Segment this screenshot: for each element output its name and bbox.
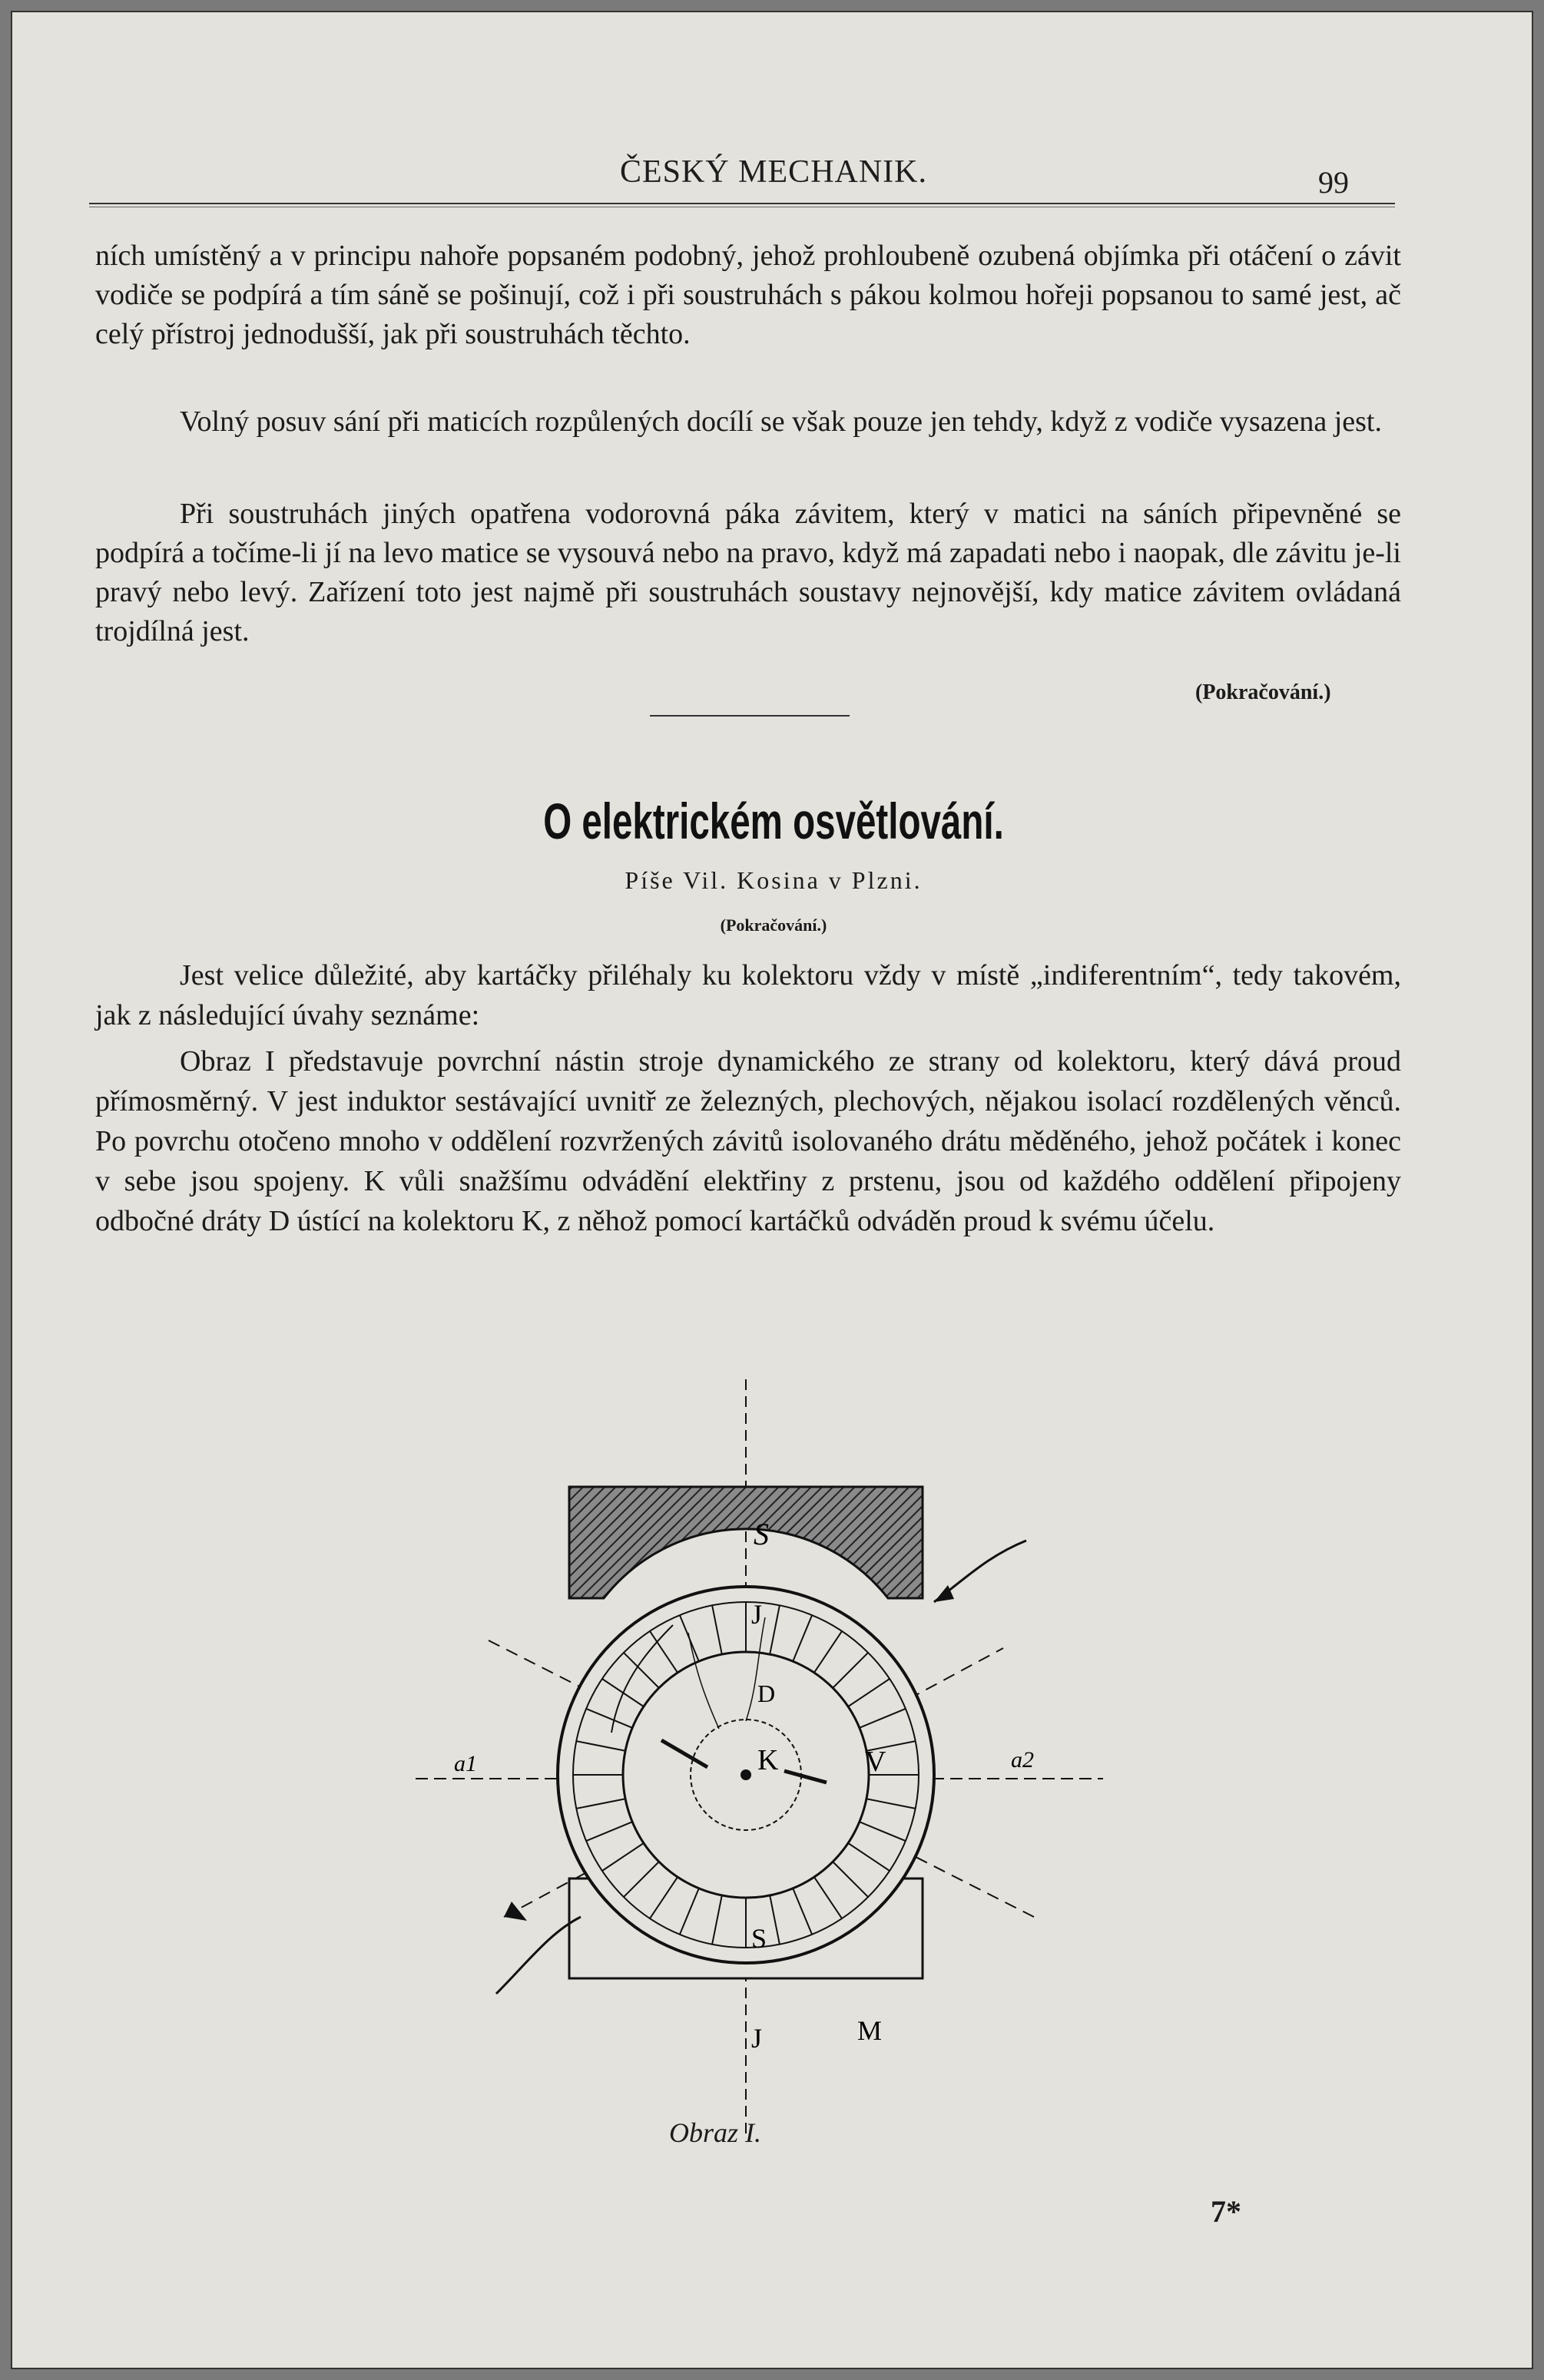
label-a1: a1 <box>454 1751 477 1776</box>
magnet-pole-north <box>569 1487 923 1598</box>
signature-mark: 7* <box>1211 2194 1241 2229</box>
paragraph: ních umístěný a v principu nahoře popsaném podobný, jehož prohloubeně ozubená objímka při otáčení o závit vodiče se podpírá a tím sáně se pošinují, což i při soustruhách s pákou kolmou hořeji popsanou to samé jest, ač celý přístroj jednodušší, jak při soustruhách těchto. <box>95 240 1401 350</box>
label-V: V <box>865 1746 886 1778</box>
label-D: D <box>757 1680 776 1707</box>
shaft <box>741 1769 751 1780</box>
section-divider <box>650 715 850 717</box>
label-J-bottom: J <box>751 2023 763 2054</box>
label-K: K <box>757 1744 779 1776</box>
paragraph: Při soustruhách jiných opatřena vodorovná páka závitem, který v matici na sáních připevněné se podpírá a točíme-li jí na levo matice se vysouvá nebo na pravo, když má zapadati nebo i naopak, dle závitu je-li pravý nebo levý. Zařízení toto jest najmě při soustruhách soustavy nejnovější, kdy matice závitem ovládaná trojdílná jest. <box>95 498 1401 647</box>
label-M: M <box>857 2015 883 2046</box>
paragraph: Volný posuv sání při maticích rozpůlených docílí se však pouze jen tehdy, když z vodiče vysazena jest. <box>180 405 1382 438</box>
byline: Píše Vil. Kosina v Plzni. <box>625 866 923 894</box>
page-number: 99 <box>1318 165 1349 200</box>
figure-caption: Obraz I. <box>669 2117 762 2148</box>
continued-note: (Pokračování.) <box>1195 680 1331 704</box>
label-J-top: J <box>751 1599 763 1630</box>
paragraph: Jest velice důležité, aby kartáčky přiléhaly ku kolektoru vždy v místě „indiferentním“, tedy takovém, jak z následující úvahy seznáme: <box>95 959 1401 1031</box>
running-header: ČESKÝ MECHANIK. <box>619 154 927 190</box>
label-a2: a2 <box>1011 1747 1034 1773</box>
continued-note: (Pokračování.) <box>720 915 827 935</box>
paragraph: Obraz I představuje povrchní nástin stroje dynamického ze strany od kolektoru, který dává proud přímosměrný. V jest induktor sestávající uvnitř ze železných, plechových, nějakou isolací rozdělených věnců. Po povrchu otočeno mnoho v oddělení rozvržených závitů isolovaného drátu měděného, jehož počátek i konec v sebe jsou spojeny. K vůli snažšímu odvádění elektřiny z prstenu, jsou od každého oddělení připojeny odbočné dráty D ústící na kolektoru K, z něhož pomocí kartáčků odváděn proud k svému účelu. <box>95 1045 1401 1237</box>
label-S-top: S <box>754 1517 769 1551</box>
article-title: O elektrickém osvětlování. <box>543 793 1004 849</box>
dynamo-diagram <box>396 1379 1118 2140</box>
header-rule <box>89 203 1395 207</box>
arrow-head <box>504 1902 527 1921</box>
label-S-bottom: S <box>751 1923 767 1954</box>
page <box>11 11 1533 2369</box>
